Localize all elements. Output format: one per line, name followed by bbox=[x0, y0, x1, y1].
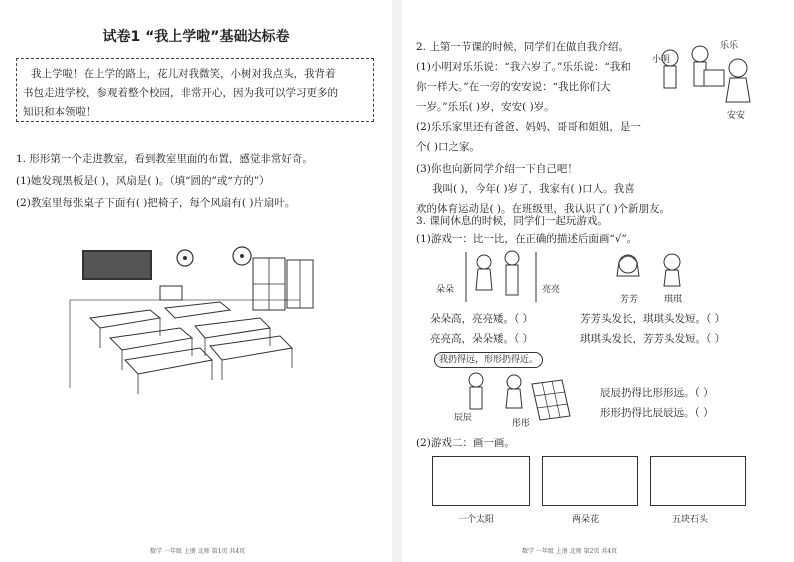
page-title: 试卷1 “我上学啦”基础达标卷 bbox=[102, 29, 290, 45]
choice-4: 琪琪头发长，芳芳头发短。（ ） bbox=[580, 333, 726, 345]
q3-stem: 3. 课间休息的时候，同学们一起玩游戏。 bbox=[416, 215, 608, 227]
intro-line-3: 知识和本领啦！ bbox=[23, 106, 97, 118]
draw-box-sun[interactable] bbox=[432, 456, 530, 506]
choice-1: 朵朵高，亮亮矮。（ ） bbox=[430, 313, 534, 325]
q1-part2: (2)教室里每张桌子下面有( )把椅子，每个风扇有( )片扇叶。 bbox=[16, 197, 296, 209]
draw-box-flowers[interactable] bbox=[542, 456, 638, 506]
name-fangfang: 芳芳 bbox=[620, 295, 639, 305]
q1-part1: (1)她发现黑板是( )，风扇是( )。（填“圆的”或“方的”） bbox=[16, 175, 270, 187]
q2-line2: 你一样大。”在一旁的安安说：“我比你们大 bbox=[416, 81, 611, 93]
q2-line8: 欢的体育运动是( )。在班级里，我认识了( )个新朋友。 bbox=[416, 203, 671, 215]
q2-line3: 一岁。”乐乐( )岁，安安( )岁。 bbox=[416, 101, 555, 113]
footer-right: 数学 一年级 上册 北师 第2页 共4页 bbox=[522, 548, 618, 555]
name-qiqi: 琪琪 bbox=[664, 295, 683, 305]
q2-line1: (1)小明对乐乐说：“我六岁了。”乐乐说：“我和 bbox=[416, 61, 631, 73]
draw-caption-sun: 一个太阳 bbox=[458, 515, 495, 525]
name-duoduo: 朵朵 bbox=[436, 285, 455, 295]
speech-bubble: 我扔得远，形形扔得近。 bbox=[434, 352, 543, 368]
q2-line6: (3)你也向新同学介绍一下自己吧！ bbox=[416, 163, 578, 175]
page-gutter bbox=[392, 0, 402, 562]
choice-5: 辰辰扔得比形形远。（ ） bbox=[600, 387, 714, 399]
q2-line4: (2)乐乐家里还有爸爸、妈妈、哥哥和姐姐，是一 bbox=[416, 121, 641, 133]
q2-stem: 2. 上第一节课的时候，同学们在做自我介绍。 bbox=[416, 41, 629, 53]
name-tongtong: 彤彤 bbox=[512, 419, 531, 429]
height-kids-illustration bbox=[462, 248, 542, 304]
choice-2: 亮亮高，朵朵矮。（ ） bbox=[430, 333, 534, 345]
intro-line-1: 我上学啦！在上学的路上，花儿对我微笑，小树对我点头，我背着 bbox=[31, 68, 336, 80]
name-liangliang: 亮亮 bbox=[542, 285, 561, 295]
intro-box bbox=[16, 58, 374, 122]
choice-6: 形形扔得比辰辰远。（ ） bbox=[600, 407, 714, 419]
intro-line-2: 书包走进学校，参观着整个校园，非常开心，因为我可以学习更多的 bbox=[23, 87, 338, 99]
q1-stem: 1. 形形第一个走进教室，看到教室里面的布置，感觉非常好奇。 bbox=[16, 153, 313, 165]
name-lele: 乐乐 bbox=[720, 41, 739, 51]
q3-game2: (2)游戏二：画一画。 bbox=[416, 437, 515, 449]
page-right bbox=[402, 0, 794, 562]
q2-line5: 个( )口之家。 bbox=[416, 141, 481, 153]
draw-caption-stones: 五块石头 bbox=[672, 515, 709, 525]
hair-kids-illustration bbox=[612, 250, 692, 290]
choice-3: 芳芳头发长，琪琪头发短。（ ） bbox=[580, 313, 726, 325]
q2-line7: 我叫( )，今年( )岁了，我家有( )口人。我喜 bbox=[432, 183, 635, 195]
name-anan: 安安 bbox=[727, 111, 746, 121]
page-left bbox=[0, 0, 392, 562]
q3-game1: (1)游戏一：比一比，在正确的描述后面画“√”。 bbox=[416, 233, 638, 245]
draw-caption-flowers: 两朵花 bbox=[572, 515, 600, 525]
name-xiaoming: 小明 bbox=[652, 55, 671, 65]
footer-left: 数学 一年级 上册 北师 第1页 共4页 bbox=[150, 548, 246, 555]
throw-kids-illustration bbox=[462, 370, 572, 422]
name-chenchen: 辰辰 bbox=[454, 413, 473, 423]
computer bbox=[160, 286, 182, 300]
draw-box-stones[interactable] bbox=[650, 456, 746, 506]
classroom-illustration bbox=[70, 238, 330, 398]
